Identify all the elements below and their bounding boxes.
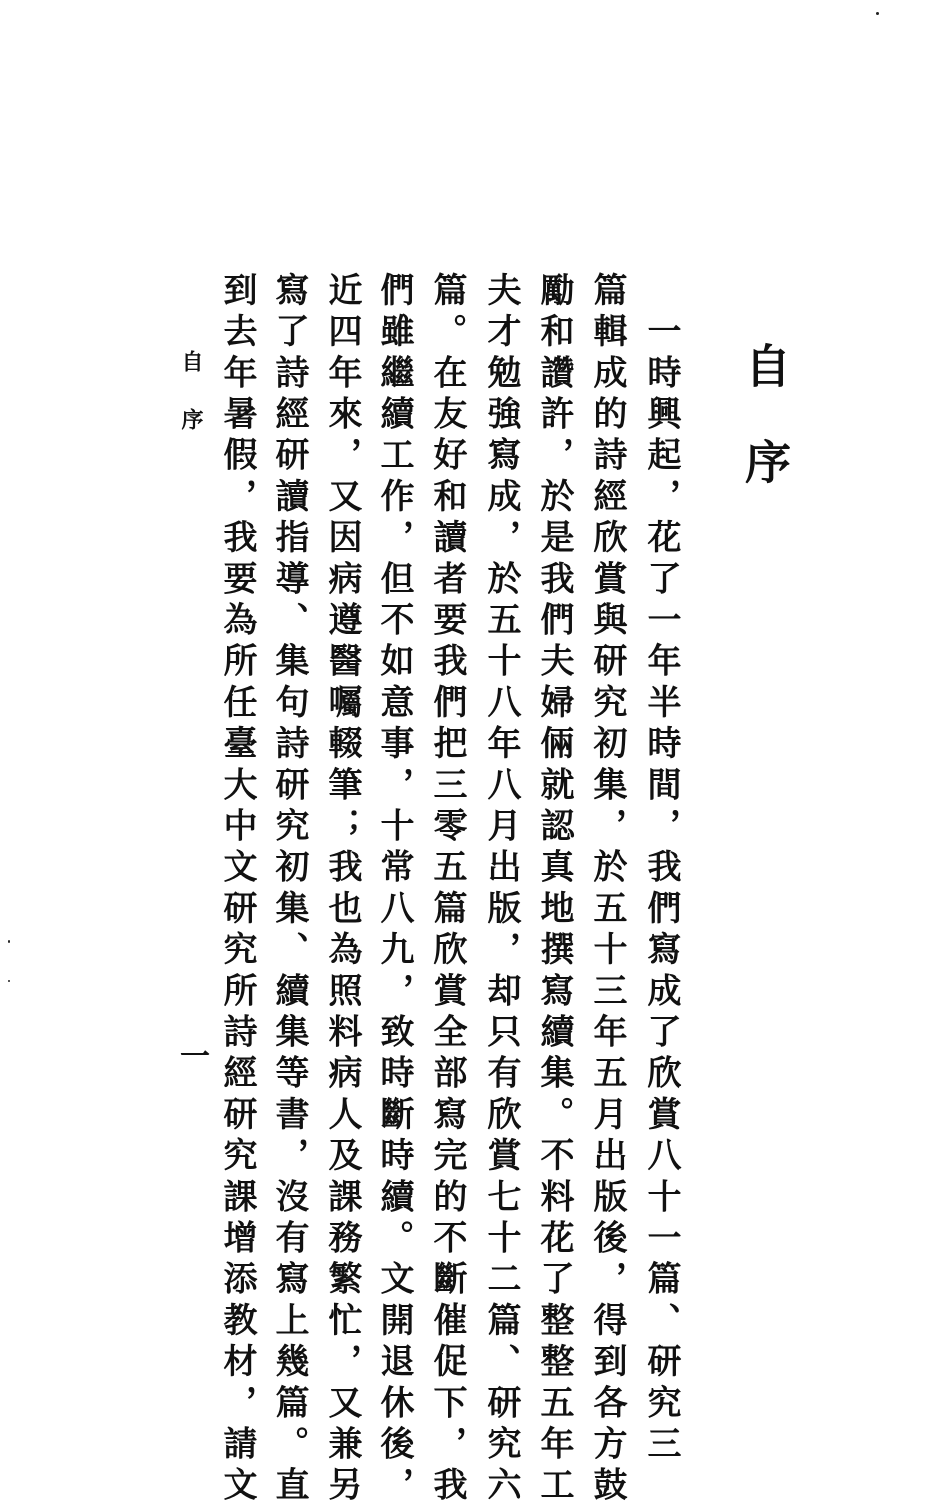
text-column-7: 近四年來，又因病遵醫囑輟筆；我也為照料病人及課務繁忙，又兼另	[322, 272, 362, 1508]
text-column-6: 們雖繼續工作，但不如意事，十常八九，致時斷時續。文開退休後，	[374, 272, 414, 1508]
scan-speck	[8, 940, 10, 943]
running-head: 自序	[178, 350, 204, 466]
text-column-5: 篇。在友好和讀者要我們把三零五篇欣賞全部寫完的不斷催促下，我	[427, 272, 467, 1508]
text-column-4: 夫才勉強寫成，於五十八年八月出版，却只有欣賞七十二篇、研究六	[481, 272, 521, 1508]
scan-speck	[876, 12, 879, 15]
text-column-9: 到去年暑假，我要為所任臺大中文研究所詩經研究課增添教材，請文	[217, 272, 257, 1508]
text-column-2: 篇輯成的詩經欣賞與研究初集，於五十三年五月出版後，得到各方鼓	[587, 272, 627, 1508]
page-number: 一	[174, 1040, 209, 1070]
text-column-3: 勵和讚許，於是我們夫婦倆就認真地撰寫續集。不料花了整整五年工	[534, 272, 574, 1508]
text-column-8: 寫了詩經研讀指導、集句詩研究初集、續集等書，沒有寫上幾篇。直	[269, 272, 309, 1508]
scan-speck	[8, 980, 10, 982]
text-column-1: 一時興起，花了一年半時間，我們寫成了欣賞八十一篇、研究三	[641, 272, 681, 1467]
page-title: 自序	[738, 342, 792, 534]
